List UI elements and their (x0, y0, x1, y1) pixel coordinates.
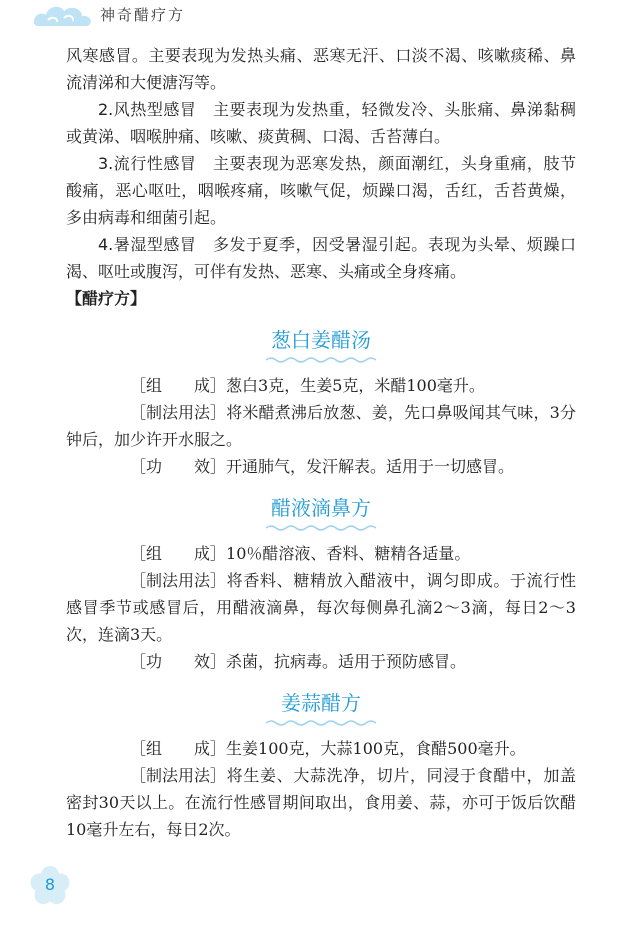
header-title: 神奇醋疗方 (100, 6, 186, 24)
page-header (0, 0, 619, 34)
recipe-1-effect (66, 453, 576, 480)
composition-text: 10％醋溶液、香料、糖精各适量。 (226, 544, 471, 563)
section-label: 【醋疗方】 (66, 289, 147, 308)
type-text-wind-heat: 主要表现为发热重，轻微发冷、头胀痛、鼻涕黏稠或黄涕、咽喉肿痛、咳嗽、痰黄稠、口渴、舌苔薄白。 (66, 100, 576, 146)
type-text-flu: 主要表现为恶寒发热，颜面潮红，头身重痛，肢节酸痛，恶心呕吐，咽喉疼痛，咳嗽气促，烦躁口渴，舌红，舌苔黄燥，多由病毒和细菌引起。 (66, 154, 576, 227)
recipe-title-2: 醋液滴鼻方 (271, 496, 371, 520)
method-label: ［制法用法］ (130, 766, 227, 785)
cloud-icon (30, 0, 96, 30)
wave-divider (266, 719, 376, 727)
intro-paragraph-1: 风寒感冒。主要表现为发热头痛、恶寒无汗、口淡不渴、咳嗽痰稀、鼻流清涕和大便溏泻等。 (66, 46, 576, 92)
type-label-wind-heat: 2.风热型感冒 (98, 100, 197, 119)
recipe-1-composition (66, 372, 576, 399)
intro-paragraph-3 (66, 150, 576, 231)
recipe-2-composition (66, 540, 576, 567)
effect-text: 杀菌，抗病毒。适用于预防感冒。 (226, 652, 467, 671)
composition-label: ［组 成］ (130, 376, 227, 395)
composition-label: ［组 成］ (130, 739, 227, 758)
recipe-title-3: 姜蒜醋方 (281, 691, 361, 715)
intro-paragraph-2 (66, 96, 576, 150)
recipe-3-composition (66, 735, 576, 762)
page-number: 8 (44, 875, 56, 894)
method-text: 将米醋煮沸后放葱、姜，先口鼻吸闻其气味，3分钟后，加少许开水服之。 (66, 403, 576, 449)
method-text: 将生姜、大蒜洗净，切片，同浸于食醋中，加盖密封30天以上。在流行性感冒期间取出，食用姜、蒜，亦可于饭后饮醋10毫升左右，每日2次。 (66, 766, 576, 839)
method-label: ［制法用法］ (130, 403, 227, 422)
wave-divider (266, 356, 376, 364)
recipe-title-1: 葱白姜醋汤 (271, 328, 371, 352)
type-text-summer-damp: 多发于夏季，因受暑湿引起。表现为头晕、烦躁口渴、呕吐或腹泻，可伴有发热、恶寒、头痛或全身疼痛。 (66, 235, 576, 281)
page-number-badge (30, 866, 70, 906)
page-content (66, 42, 576, 843)
composition-text: 葱白3克，生姜5克，米醋100毫升。 (226, 376, 485, 395)
composition-label: ［组 成］ (130, 544, 227, 563)
effect-label: ［功 效］ (130, 457, 227, 476)
recipe-2-method (66, 567, 576, 648)
type-label-flu: 3.流行性感冒 (98, 154, 197, 173)
method-text: 将香料、糖精放入醋液中，调匀即成。于流行性感冒季节或感冒后，用醋液滴鼻，每次每侧鼻孔滴2～3滴，每日2～3次，连滴3天。 (66, 571, 576, 644)
intro-paragraph-4 (66, 231, 576, 285)
recipe-2-effect (66, 648, 576, 675)
recipe-1-method (66, 399, 576, 453)
composition-text: 生姜100克，大蒜100克，食醋500毫升。 (226, 739, 526, 758)
method-label: ［制法用法］ (130, 571, 227, 590)
effect-label: ［功 效］ (130, 652, 227, 671)
type-label-summer-damp: 4.暑湿型感冒 (98, 235, 197, 254)
recipe-3-method (66, 762, 576, 843)
effect-text: 开通肺气，发汗解表。适用于一切感冒。 (226, 457, 515, 476)
wave-divider (266, 524, 376, 532)
